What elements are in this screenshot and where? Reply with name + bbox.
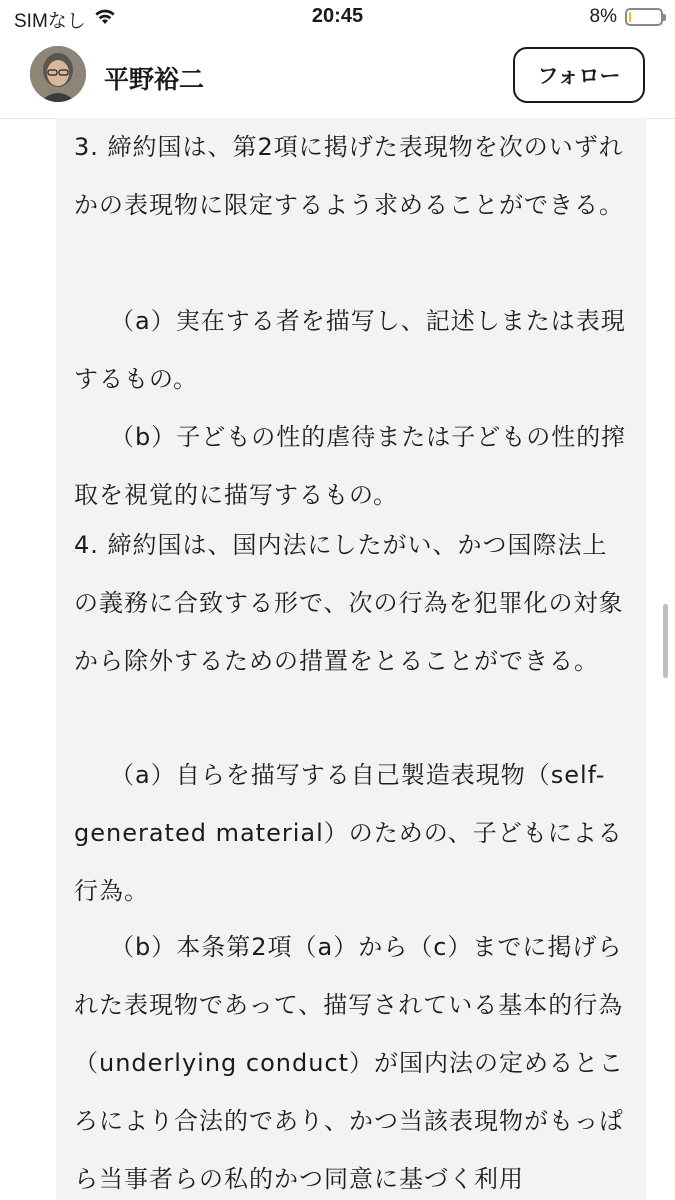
scrollbar[interactable]: [663, 604, 668, 678]
battery-icon: [625, 8, 663, 26]
status-bar: [0, 0, 675, 38]
avatar[interactable]: [30, 46, 86, 102]
profile-header: [0, 38, 675, 119]
paragraph-4: 4. 締約国は、国内法にしたがい、かつ国際法上の義務に合致する形で、次の行為を犯罪化の対象から除外するための措置をとることができる。: [74, 531, 624, 675]
battery-percent: 8%: [589, 6, 617, 27]
paragraph-3a: （a）実在する者を描写し、記述しまたは表現するもの。: [74, 307, 626, 393]
display-name[interactable]: 平野裕二: [104, 65, 205, 94]
paragraph-4b: （b）本条第2項（a）から（c）までに掲げられた表現物であって、描写されている基本的行為（underlying conduct）が国内法の定めるところにより合法的であり、かつ当該表現物がもっぱら当事者らの私的かつ同意に基づく利用: [74, 933, 625, 1193]
paragraph-3b: （b）子どもの性的虐待または子どもの性的搾取を視覚的に描写するもの。: [74, 423, 627, 509]
status-right: [590, 6, 663, 28]
paragraph-3: 3. 締約国は、第2項に掲げた表現物を次のいずれかの表現物に限定するよう求めることができる。: [74, 133, 624, 219]
paragraph-4a: （a）自らを描写する自己製造表現物（self-generated material）のための、子どもによる行為。: [74, 761, 623, 905]
battery-fill: [629, 12, 631, 22]
carrier-label: SIMなし: [14, 11, 86, 32]
clock: 20:45: [311, 5, 364, 27]
follow-button[interactable]: フォロー: [513, 47, 645, 103]
article-body: [56, 118, 646, 1200]
